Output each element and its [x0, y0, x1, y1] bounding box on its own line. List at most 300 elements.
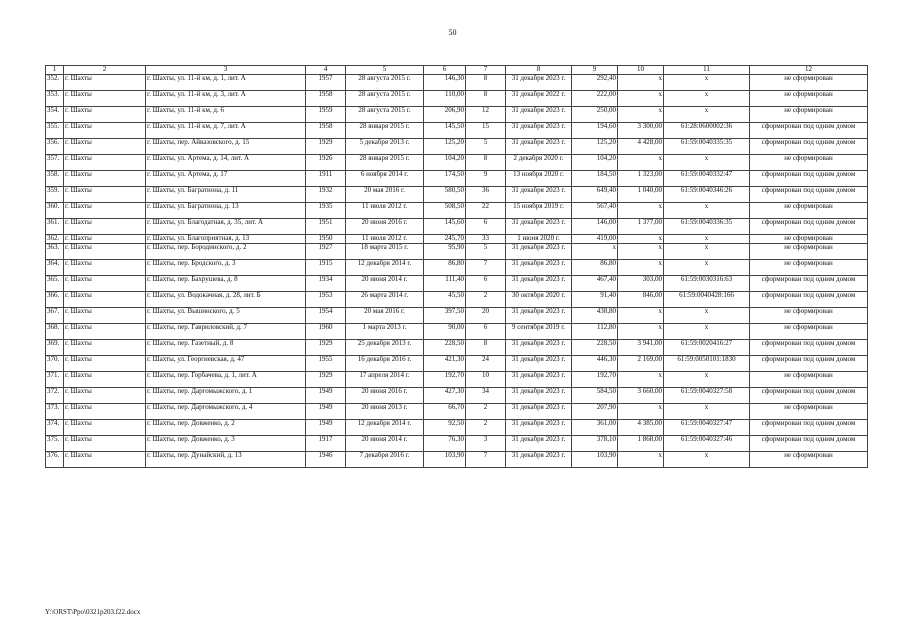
column-header: 6 — [424, 66, 466, 75]
table-row — [46, 90, 868, 106]
row-number-cell: 366. — [46, 291, 64, 307]
land-status-cell: не сформирован — [750, 234, 868, 243]
residents-count-cell: 9 — [466, 170, 506, 186]
row-number-cell: 352. — [46, 74, 64, 90]
land-area-cell: x — [618, 243, 664, 259]
table-row — [46, 339, 868, 355]
total-area-cell: 91,40 — [572, 291, 618, 307]
address-cell: г. Шахты, пер. Айвазовского, д. 15 — [146, 138, 306, 154]
address-cell: г. Шахты, ул. Георгиевская, д. 47 — [146, 355, 306, 371]
table-row — [46, 323, 868, 339]
land-status-cell: сформирован под одним домом — [750, 186, 868, 202]
cadastral-number-cell: x — [664, 90, 750, 106]
cadastral-number-cell: x — [664, 106, 750, 122]
total-area-cell: 103,90 — [572, 451, 618, 467]
row-number-cell: 354. — [46, 106, 64, 122]
residents-count-cell: 2 — [466, 403, 506, 419]
land-area-cell: x — [618, 259, 664, 275]
address-cell: г. Шахты, ул. Вышинского, д. 5 — [146, 307, 306, 323]
total-area-cell: 184,50 — [572, 170, 618, 186]
residents-count-cell: 6 — [466, 323, 506, 339]
cadastral-number-cell: x — [664, 234, 750, 243]
resettlement-term-cell: 1 июня 2020 г. — [506, 234, 572, 243]
area-cell: 206,90 — [424, 106, 466, 122]
decision-date-cell: 20 июня 2014 г. — [346, 275, 424, 291]
area-cell: 245,70 — [424, 234, 466, 243]
year-cell: 1926 — [306, 154, 346, 170]
year-cell: 1949 — [306, 419, 346, 435]
resettlement-term-cell: 31 декабря 2022 г. — [506, 90, 572, 106]
resettlement-term-cell: 31 декабря 2023 г. — [506, 138, 572, 154]
resettlement-term-cell: 31 декабря 2023 г. — [506, 275, 572, 291]
decision-date-cell: 28 августа 2015 г. — [346, 90, 424, 106]
land-status-cell: сформирован под одним домом — [750, 122, 868, 138]
cadastral-number-cell: 61:59:0040327:46 — [664, 435, 750, 451]
address-cell: г. Шахты, пер. Даргомыжского, д. 4 — [146, 403, 306, 419]
table-row — [46, 307, 868, 323]
address-cell: г. Шахты, ул. Артема, д. 17 — [146, 170, 306, 186]
land-status-cell: не сформирован — [750, 154, 868, 170]
column-header: 1 — [46, 66, 64, 75]
residents-count-cell: 10 — [466, 371, 506, 387]
year-cell: 1954 — [306, 307, 346, 323]
table-row — [46, 275, 868, 291]
cadastral-number-cell: x — [664, 74, 750, 90]
table-row — [46, 138, 868, 154]
residents-count-cell: 8 — [466, 74, 506, 90]
table-row — [46, 451, 868, 467]
land-status-cell: сформирован под одним домом — [750, 275, 868, 291]
total-area-cell: 292,40 — [572, 74, 618, 90]
land-status-cell: сформирован под одним домом — [750, 170, 868, 186]
row-number-cell: 370. — [46, 355, 64, 371]
residents-count-cell: 6 — [466, 275, 506, 291]
land-area-cell: 4 428,00 — [618, 138, 664, 154]
cadastral-number-cell: x — [664, 371, 750, 387]
address-cell: г. Шахты, пер. Бахрушева, д. 8 — [146, 275, 306, 291]
residents-count-cell: 2 — [466, 419, 506, 435]
total-area-cell: 567,40 — [572, 202, 618, 218]
decision-date-cell: 17 апреля 2014 г. — [346, 371, 424, 387]
table-row — [46, 122, 868, 138]
land-area-cell: x — [618, 202, 664, 218]
area-cell: 104,20 — [424, 154, 466, 170]
residents-count-cell: 8 — [466, 90, 506, 106]
land-status-cell: не сформирован — [750, 243, 868, 259]
row-number-cell: 368. — [46, 323, 64, 339]
address-cell: г. Шахты, ул. Багратиона, д. 13 — [146, 202, 306, 218]
column-header: 12 — [750, 66, 868, 75]
area-cell: 397,50 — [424, 307, 466, 323]
resettlement-term-cell: 13 ноября 2020 г. — [506, 170, 572, 186]
land-area-cell: x — [618, 154, 664, 170]
resettlement-term-cell: 31 декабря 2023 г. — [506, 307, 572, 323]
residents-count-cell: 24 — [466, 355, 506, 371]
row-number-cell: 365. — [46, 275, 64, 291]
area-cell: 90,00 — [424, 323, 466, 339]
table-row — [46, 154, 868, 170]
column-header: 11 — [664, 66, 750, 75]
decision-date-cell: 20 июня 2016 г. — [346, 387, 424, 403]
decision-date-cell: 20 июня 2016 г. — [346, 218, 424, 234]
land-area-cell: x — [618, 323, 664, 339]
row-number-cell: 363. — [46, 243, 64, 259]
address-cell: г. Шахты, ул. Благоприятная, д. 13 — [146, 234, 306, 243]
total-area-cell: 438,80 — [572, 307, 618, 323]
cadastral-number-cell: x — [664, 451, 750, 467]
total-area-cell: 222,00 — [572, 90, 618, 106]
city-cell: г. Шахты — [64, 202, 146, 218]
resettlement-term-cell: 31 декабря 2023 г. — [506, 387, 572, 403]
resettlement-term-cell: 31 декабря 2023 г. — [506, 355, 572, 371]
row-number-cell: 362. — [46, 234, 64, 243]
table-row — [46, 291, 868, 307]
address-cell: г. Шахты, пер. Довженко, д. 2 — [146, 419, 306, 435]
decision-date-cell: 12 декабря 2014 г. — [346, 419, 424, 435]
area-cell: 228,50 — [424, 339, 466, 355]
cadastral-number-cell: 61:59:0040327:47 — [664, 419, 750, 435]
address-cell: г. Шахты, ул. 11-й км, д. 3, лит. А — [146, 90, 306, 106]
land-status-cell: сформирован под одним домом — [750, 419, 868, 435]
total-area-cell: 112,80 — [572, 323, 618, 339]
total-area-cell: 86,80 — [572, 259, 618, 275]
residents-count-cell: 6 — [466, 218, 506, 234]
city-cell: г. Шахты — [64, 323, 146, 339]
address-cell: г. Шахты, пер. Довженко, д. 3 — [146, 435, 306, 451]
address-cell: г. Шахты, ул. Водокачная, д. 28, лит. Б — [146, 291, 306, 307]
row-number-cell: 357. — [46, 154, 64, 170]
decision-date-cell: 28 января 2015 г. — [346, 122, 424, 138]
decision-date-cell: 25 декабря 2013 г. — [346, 339, 424, 355]
resettlement-term-cell: 31 декабря 2023 г. — [506, 403, 572, 419]
decision-date-cell: 5 декабря 2013 г. — [346, 138, 424, 154]
row-number-cell: 374. — [46, 419, 64, 435]
area-cell: 110,00 — [424, 90, 466, 106]
residents-count-cell: 2 — [466, 291, 506, 307]
city-cell: г. Шахты — [64, 259, 146, 275]
residents-count-cell: 8 — [466, 154, 506, 170]
land-status-cell: не сформирован — [750, 451, 868, 467]
land-status-cell: не сформирован — [750, 106, 868, 122]
residents-count-cell: 12 — [466, 106, 506, 122]
total-area-cell: 649,40 — [572, 186, 618, 202]
land-status-cell: сформирован под одним домом — [750, 435, 868, 451]
residents-count-cell: 33 — [466, 234, 506, 243]
year-cell: 1949 — [306, 403, 346, 419]
row-number-cell: 360. — [46, 202, 64, 218]
land-status-cell: не сформирован — [750, 323, 868, 339]
land-area-cell: 1 323,00 — [618, 170, 664, 186]
total-area-cell: 250,00 — [572, 106, 618, 122]
area-cell: 174,50 — [424, 170, 466, 186]
resettlement-term-cell: 31 декабря 2023 г. — [506, 218, 572, 234]
year-cell: 1949 — [306, 387, 346, 403]
column-header: 8 — [506, 66, 572, 75]
land-area-cell: x — [618, 90, 664, 106]
column-header: 3 — [146, 66, 306, 75]
year-cell: 1958 — [306, 122, 346, 138]
residents-count-cell: 15 — [466, 122, 506, 138]
land-status-cell: сформирован под одним домом — [750, 218, 868, 234]
column-header: 9 — [572, 66, 618, 75]
table-row — [46, 403, 868, 419]
resettlement-term-cell: 31 декабря 2023 г. — [506, 243, 572, 259]
area-cell: 145,60 — [424, 218, 466, 234]
header-row — [46, 66, 868, 75]
city-cell: г. Шахты — [64, 218, 146, 234]
cadastral-number-cell: x — [664, 403, 750, 419]
decision-date-cell: 28 января 2015 г. — [346, 154, 424, 170]
resettlement-term-cell: 31 декабря 2023 г. — [506, 339, 572, 355]
cadastral-number-cell: 61:59:0040346:26 — [664, 186, 750, 202]
year-cell: 1960 — [306, 323, 346, 339]
land-area-cell: 1 377,00 — [618, 218, 664, 234]
decision-date-cell: 28 августа 2015 г. — [346, 74, 424, 90]
residents-count-cell: 7 — [466, 259, 506, 275]
column-header: 2 — [64, 66, 146, 75]
resettlement-term-cell: 30 октября 2020 г. — [506, 291, 572, 307]
land-area-cell: 3 941,00 — [618, 339, 664, 355]
table-row — [46, 202, 868, 218]
land-status-cell: сформирован под одним домом — [750, 355, 868, 371]
address-cell: г. Шахты, пер. Горбачева, д. 1, лит. А — [146, 371, 306, 387]
city-cell: г. Шахты — [64, 371, 146, 387]
city-cell: г. Шахты — [64, 275, 146, 291]
area-cell: 146,30 — [424, 74, 466, 90]
column-header: 7 — [466, 66, 506, 75]
residents-count-cell: 3 — [466, 435, 506, 451]
city-cell: г. Шахты — [64, 154, 146, 170]
cadastral-number-cell: 61:59:0040335:35 — [664, 138, 750, 154]
year-cell: 1950 — [306, 234, 346, 243]
column-header: 5 — [346, 66, 424, 75]
table-row — [46, 170, 868, 186]
city-cell: г. Шахты — [64, 339, 146, 355]
address-cell: г. Шахты, пер. Газетный, д. 8 — [146, 339, 306, 355]
total-area-cell: 125,20 — [572, 138, 618, 154]
row-number-cell: 375. — [46, 435, 64, 451]
area-cell: 192,70 — [424, 371, 466, 387]
row-number-cell: 361. — [46, 218, 64, 234]
address-cell: г. Шахты, пер. Даргомыжского, д. 1 — [146, 387, 306, 403]
year-cell: 1959 — [306, 106, 346, 122]
table-row — [46, 355, 868, 371]
land-area-cell: 3 300,00 — [618, 122, 664, 138]
land-area-cell: x — [618, 371, 664, 387]
decision-date-cell: 11 июля 2012 г. — [346, 202, 424, 218]
land-area-cell: 2 169,00 — [618, 355, 664, 371]
address-cell: г. Шахты, ул. Багратиона, д. 11 — [146, 186, 306, 202]
resettlement-term-cell: 31 декабря 2023 г. — [506, 451, 572, 467]
table-row — [46, 435, 868, 451]
page-number: 50 — [448, 28, 457, 37]
table-row — [46, 234, 868, 243]
cadastral-number-cell: x — [664, 202, 750, 218]
table-row — [46, 371, 868, 387]
resettlement-term-cell: 31 декабря 2023 г. — [506, 259, 572, 275]
total-area-cell: 207,90 — [572, 403, 618, 419]
area-cell: 508,50 — [424, 202, 466, 218]
land-status-cell: сформирован под одним домом — [750, 339, 868, 355]
row-number-cell: 355. — [46, 122, 64, 138]
land-area-cell: 4 385,00 — [618, 419, 664, 435]
area-cell: 45,50 — [424, 291, 466, 307]
city-cell: г. Шахты — [64, 435, 146, 451]
area-cell: 125,20 — [424, 138, 466, 154]
cadastral-number-cell: 61:59:0050101:1830 — [664, 355, 750, 371]
address-cell: г. Шахты, ул. Артема, д. 14, лит. А — [146, 154, 306, 170]
area-cell: 421,30 — [424, 355, 466, 371]
decision-date-cell: 7 декабря 2016 г. — [346, 451, 424, 467]
address-cell: г. Шахты, пер. Бродского, д. 3 — [146, 259, 306, 275]
cadastral-number-cell: x — [664, 323, 750, 339]
column-header: 4 — [306, 66, 346, 75]
resettlement-term-cell: 31 декабря 2023 г. — [506, 419, 572, 435]
year-cell: 1929 — [306, 138, 346, 154]
resettlement-term-cell: 9 сентября 2019 г. — [506, 323, 572, 339]
year-cell: 1911 — [306, 170, 346, 186]
total-area-cell: 228,50 — [572, 339, 618, 355]
year-cell: 1929 — [306, 339, 346, 355]
total-area-cell: 104,20 — [572, 154, 618, 170]
land-area-cell: x — [618, 106, 664, 122]
city-cell: г. Шахты — [64, 122, 146, 138]
city-cell: г. Шахты — [64, 74, 146, 90]
row-number-cell: 376. — [46, 451, 64, 467]
land-status-cell: не сформирован — [750, 371, 868, 387]
city-cell: г. Шахты — [64, 186, 146, 202]
land-status-cell: не сформирован — [750, 74, 868, 90]
table-row — [46, 74, 868, 90]
land-status-cell: сформирован под одним домом — [750, 138, 868, 154]
year-cell: 1955 — [306, 355, 346, 371]
address-cell: г. Шахты, ул. 11-й км, д. 6 — [146, 106, 306, 122]
city-cell: г. Шахты — [64, 291, 146, 307]
year-cell: 1958 — [306, 90, 346, 106]
total-area-cell: 419,00 — [572, 234, 618, 243]
row-number-cell: 358. — [46, 170, 64, 186]
cadastral-number-cell: 61:59:0040336:35 — [664, 218, 750, 234]
city-cell: г. Шахты — [64, 138, 146, 154]
decision-date-cell: 20 мая 2016 г. — [346, 186, 424, 202]
city-cell: г. Шахты — [64, 90, 146, 106]
total-area-cell: 194,60 — [572, 122, 618, 138]
year-cell: 1929 — [306, 371, 346, 387]
column-header: 10 — [618, 66, 664, 75]
land-status-cell: сформирован под одним домом — [750, 291, 868, 307]
year-cell: 1917 — [306, 435, 346, 451]
year-cell: 1932 — [306, 186, 346, 202]
cadastral-number-cell: 61:59:0040428:166 — [664, 291, 750, 307]
residents-count-cell: 7 — [466, 451, 506, 467]
table-row — [46, 186, 868, 202]
row-number-cell: 367. — [46, 307, 64, 323]
city-cell: г. Шахты — [64, 234, 146, 243]
area-cell: 92,50 — [424, 419, 466, 435]
decision-date-cell: 20 мая 2016 г. — [346, 307, 424, 323]
address-cell: г. Шахты, пер. Бородинского, д. 2 — [146, 243, 306, 259]
row-number-cell: 359. — [46, 186, 64, 202]
resettlement-term-cell: 31 декабря 2023 г. — [506, 186, 572, 202]
cadastral-number-cell: x — [664, 259, 750, 275]
area-cell: 66,70 — [424, 403, 466, 419]
land-area-cell: 1 040,00 — [618, 186, 664, 202]
city-cell: г. Шахты — [64, 170, 146, 186]
residents-count-cell: 5 — [466, 138, 506, 154]
area-cell: 145,50 — [424, 122, 466, 138]
city-cell: г. Шахты — [64, 419, 146, 435]
row-number-cell: 373. — [46, 403, 64, 419]
area-cell: 427,30 — [424, 387, 466, 403]
table-row — [46, 387, 868, 403]
land-area-cell: 1 868,00 — [618, 435, 664, 451]
year-cell: 1957 — [306, 74, 346, 90]
city-cell: г. Шахты — [64, 243, 146, 259]
address-cell: г. Шахты, ул. 11-й км, д. 1, лит. А — [146, 74, 306, 90]
resettlement-term-cell: 31 декабря 2023 г. — [506, 371, 572, 387]
row-number-cell: 371. — [46, 371, 64, 387]
address-cell: г. Шахты, ул. Благодатная, д. 35, лит. А — [146, 218, 306, 234]
table-row — [46, 106, 868, 122]
area-cell: 111,40 — [424, 275, 466, 291]
area-cell: 95,90 — [424, 243, 466, 259]
row-number-cell: 364. — [46, 259, 64, 275]
decision-date-cell: 11 июля 2012 г. — [346, 234, 424, 243]
cadastral-number-cell: 61:59:0020416:27 — [664, 339, 750, 355]
cadastral-number-cell: 61:28:0600002:36 — [664, 122, 750, 138]
land-area-cell: x — [618, 307, 664, 323]
residents-count-cell: 22 — [466, 202, 506, 218]
cadastral-number-cell: 61:59:0040332:47 — [664, 170, 750, 186]
decision-date-cell: 20 июня 2013 г. — [346, 403, 424, 419]
decision-date-cell: 16 декабря 2016 г. — [346, 355, 424, 371]
total-area-cell: 192,70 — [572, 371, 618, 387]
decision-date-cell: 1 марта 2013 г. — [346, 323, 424, 339]
land-area-cell: 3 660,00 — [618, 387, 664, 403]
table-row — [46, 419, 868, 435]
cadastral-number-cell: x — [664, 154, 750, 170]
resettlement-term-cell: 15 ноября 2019 г. — [506, 202, 572, 218]
total-area-cell: 361,00 — [572, 419, 618, 435]
resettlement-term-cell: 31 декабря 2023 г. — [506, 106, 572, 122]
cadastral-number-cell: 61:59:0040327:58 — [664, 387, 750, 403]
area-cell: 76,30 — [424, 435, 466, 451]
resettlement-term-cell: 31 декабря 2023 г. — [506, 122, 572, 138]
land-status-cell: не сформирован — [750, 259, 868, 275]
address-cell: г. Шахты, ул. 11-й км, д. 7, лит. А — [146, 122, 306, 138]
decision-date-cell: 6 ноября 2014 г. — [346, 170, 424, 186]
residents-count-cell: 5 — [466, 243, 506, 259]
land-status-cell: не сформирован — [750, 202, 868, 218]
city-cell: г. Шахты — [64, 451, 146, 467]
city-cell: г. Шахты — [64, 387, 146, 403]
total-area-cell: x — [572, 243, 618, 259]
total-area-cell: 584,50 — [572, 387, 618, 403]
year-cell: 1915 — [306, 259, 346, 275]
area-cell: 86,80 — [424, 259, 466, 275]
land-status-cell: не сформирован — [750, 90, 868, 106]
table-row — [46, 243, 868, 259]
year-cell: 1946 — [306, 451, 346, 467]
cadastral-number-cell: x — [664, 307, 750, 323]
decision-date-cell: 20 июня 2014 г. — [346, 435, 424, 451]
residents-count-cell: 8 — [466, 339, 506, 355]
year-cell: 1935 — [306, 202, 346, 218]
row-number-cell: 369. — [46, 339, 64, 355]
land-status-cell: не сформирован — [750, 403, 868, 419]
year-cell: 1927 — [306, 243, 346, 259]
land-area-cell: x — [618, 234, 664, 243]
